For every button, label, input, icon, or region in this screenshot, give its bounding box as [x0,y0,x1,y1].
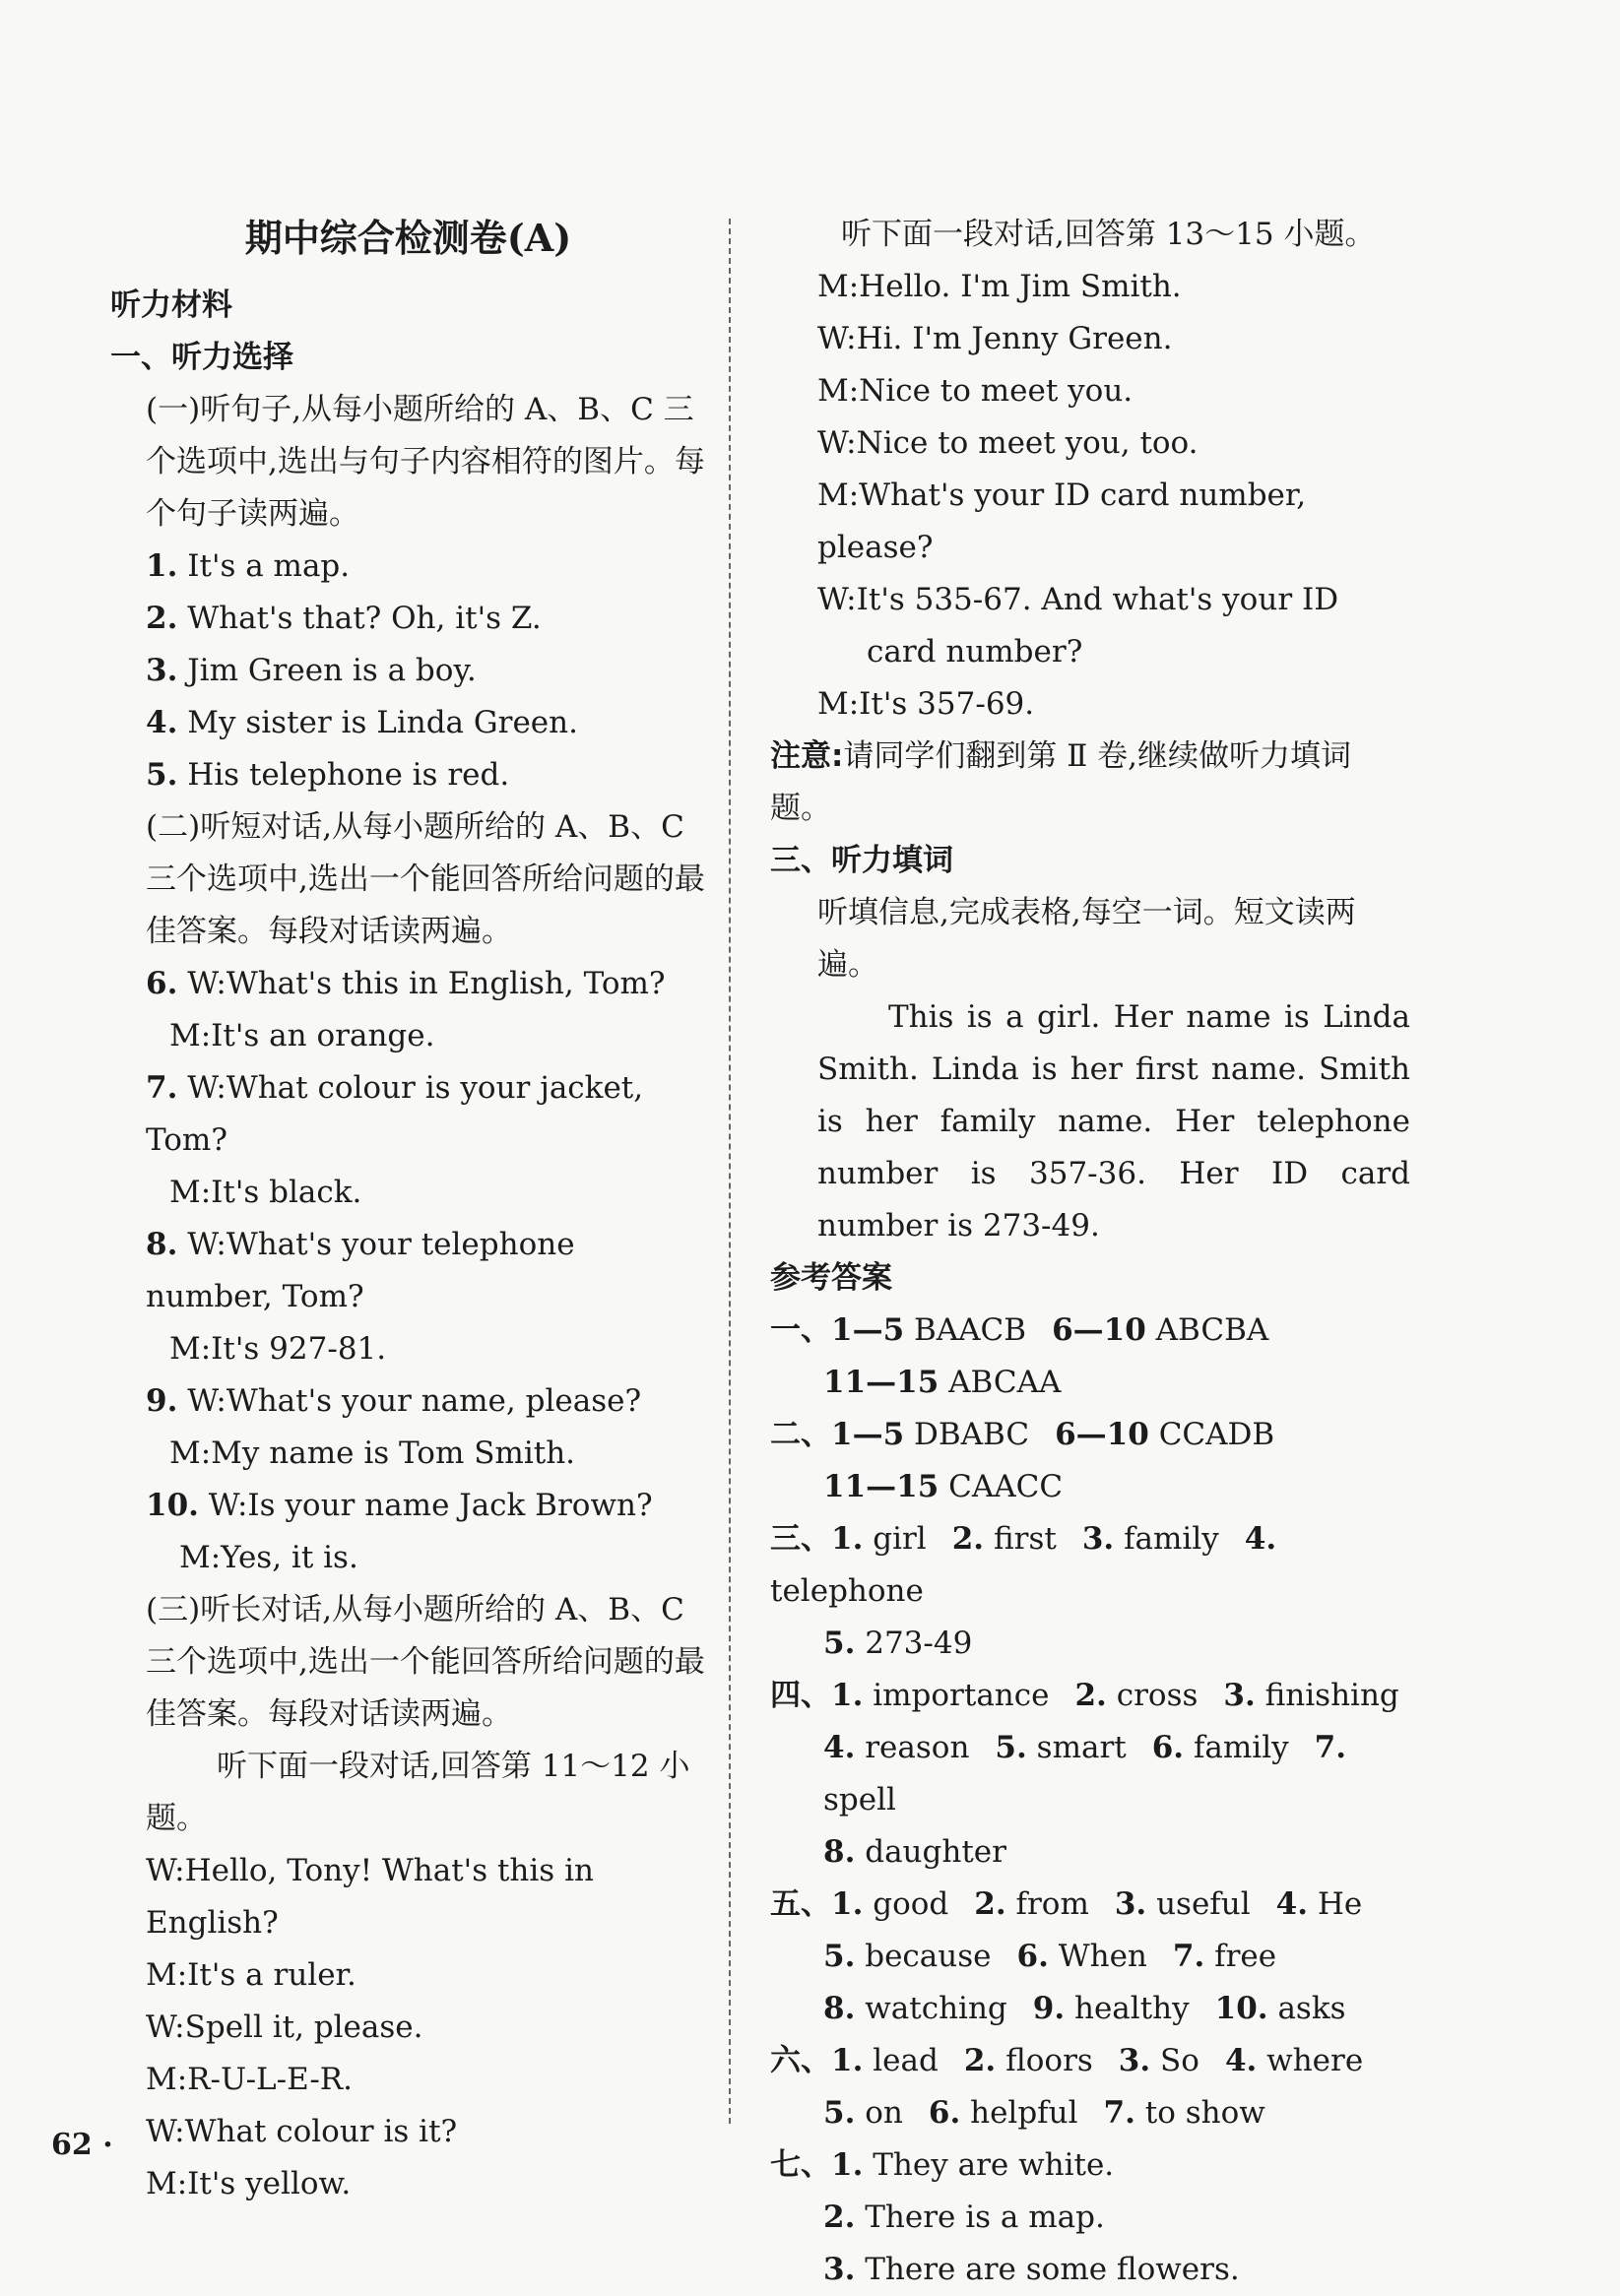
answer-value: spell [823,1782,896,1818]
answer-line [770,2035,1410,2087]
dialog2 [770,261,1410,731]
answer-number: 6. [1016,1939,1049,1974]
answer-value: telephone [770,1573,924,1609]
answer-value: CCADB [1158,1417,1275,1452]
answer-section-label: 一、 [770,1312,831,1348]
answer-number: 1—5 [831,1417,905,1452]
answer-section-label: 三、 [770,1521,831,1557]
answer-line [770,1670,1410,1722]
passage [770,991,1410,1252]
answer-number: 1. [831,2147,864,2183]
answer-line [770,1409,1410,1461]
dialog-line: W:Spell it, please. [146,2009,423,2045]
answer-value: BAACB [914,1312,1027,1348]
question-item [110,697,706,749]
section3-heading: 三、听力填词 [770,843,953,878]
answer-value: They are white. [873,2147,1115,2183]
dialog-line: W:What colour is it? [146,2114,458,2149]
dialog-line: W:It's 535-67. And what's your ID card number? [817,582,1339,670]
column-divider [729,219,731,2124]
answer-value: healthy [1074,1991,1190,2026]
left-column [110,209,706,2210]
question-item [110,1062,706,1167]
answer-value: There are some flowers. [865,2252,1240,2287]
answer-value: helpful [970,2095,1078,2131]
question-m-line: M:It's 927-81. [169,1331,387,1367]
answer-number: 9. [1032,1991,1066,2026]
answer-value: There is a map. [865,2200,1105,2235]
answer-value: DBABC [914,1417,1030,1452]
question-item [110,1480,706,1532]
answer-section-label: 六、 [770,2043,831,2078]
dialog-line: M:It's a ruler. [146,1957,356,1993]
answer-number: 3. [1114,1886,1147,1922]
answer-value: So [1160,2043,1199,2078]
dialog-line: M:R-U-L-E-R. [146,2062,353,2097]
question-m-line: M:Yes, it is. [179,1540,358,1575]
answer-number: 6—10 [1052,1312,1146,1348]
answer-number: 3. [1223,1678,1256,1713]
answer-value: because [865,1939,992,1974]
question-text: His telephone is red. [187,757,510,793]
answer-value: daughter [865,1834,1006,1870]
answer-number: 8. [823,1834,856,1870]
answer-number: 1—5 [831,1312,905,1348]
answer-number: 1. [831,1886,864,1922]
answer-value: cross [1116,1678,1199,1713]
answer-section-label: 四、 [770,1678,831,1713]
answer-value: free [1214,1939,1277,1974]
answer-line [770,1618,1410,1670]
answer-line [770,2192,1410,2244]
answer-number: 5. [823,2095,856,2131]
dialog1 [110,1845,706,2210]
answer-value: CAACC [948,1469,1064,1504]
part3-instructions: (三)听长对话,从每小题所给的 A、B、C 三个选项中,选出一个能回答所给问题的最佳答案。每段对话读两遍。 [146,1592,705,1732]
section1-heading: 一、听力选择 [110,340,293,375]
answer-line [770,2139,1410,2192]
dialog-line: W:Hello, Tony! What's this in English? [146,1853,594,1941]
answer-value: on [865,2095,903,2131]
answer-number: 1. [831,1678,864,1713]
answer-value: where [1266,2043,1364,2078]
question-m-line: M:It's black. [169,1175,362,1210]
question-m-line: M:It's an orange. [169,1018,435,1053]
answer-line [770,2244,1410,2296]
note-label: 注意: [770,738,844,774]
answer-value: useful [1156,1886,1251,1922]
question-number: 7. [146,1070,178,1106]
question-item [110,1375,706,1428]
answer-line [770,1879,1410,1931]
answer-number: 5. [823,1939,856,1974]
question-item [110,958,706,1010]
answer-value: family [1124,1521,1219,1557]
page-number: 62 · [51,2128,113,2162]
page-title: 期中综合检测卷(A) [244,216,572,260]
note [770,731,1410,835]
question-number: 9. [146,1383,178,1419]
listening-material-heading: 听力材料 [110,287,232,323]
passage-text: This is a girl. Her name is Linda Smith. Linda is her first name. Smith is her family name. Her telephone number is 357-36. Her ID card number is 273-49. [817,999,1410,1244]
answer-number: 2. [1074,1678,1107,1713]
right-column [770,209,1410,2296]
answer-number: 2. [823,2200,856,2235]
answer-number: 6—10 [1055,1417,1149,1452]
answer-value: floors [1005,2043,1093,2078]
answer-value: good [873,1886,949,1922]
answer-number: 6. [1151,1730,1185,1765]
answer-line [770,1931,1410,1983]
answer-line [770,1722,1410,1826]
dialog-line: M:It's yellow. [146,2166,352,2201]
question-item [110,749,706,801]
questions-1-5 [110,541,706,801]
answer-number: 1. [831,1521,864,1557]
dialog-line: M:Nice to meet you. [817,373,1134,409]
answer-value: watching [865,1991,1007,2026]
dialog-line: W:Hi. I'm Jenny Green. [817,321,1173,356]
answer-value: to show [1144,2095,1265,2131]
answer-number: 1. [831,2043,864,2078]
dialog2-intro: 听下面一段对话,回答第 13～15 小题。 [841,217,1376,252]
answer-line [770,1826,1410,1879]
answer-number: 7. [1103,2095,1135,2131]
answer-number: 11—15 [823,1365,940,1400]
part2-instructions: (二)听短对话,从每小题所给的 A、B、C 三个选项中,选出一个能回答所给问题的最佳答案。每段对话读两遍。 [146,809,705,949]
answers-heading: 参考答案 [770,1260,892,1296]
dialog-line: M:Hello. I'm Jim Smith. [817,269,1182,304]
question-number: 8. [146,1227,178,1262]
answer-number: 3. [1081,1521,1115,1557]
question-w-line: W:What's your telephone number, Tom? [146,1227,575,1314]
question-w-line: W:What's this in English, Tom? [187,966,666,1001]
question-number: 10. [146,1488,199,1523]
question-number: 4. [146,705,178,740]
answer-number: 3. [823,2252,856,2287]
answer-line [770,1983,1410,2035]
answer-line [770,1357,1410,1409]
answer-value: importance [873,1678,1050,1713]
answer-value: first [993,1521,1057,1557]
answer-value: finishing [1264,1678,1399,1713]
answer-line [770,1461,1410,1513]
answer-value: He [1317,1886,1363,1922]
answer-number: 2. [951,1521,985,1557]
answer-value: asks [1277,1991,1346,2026]
answer-value: family [1193,1730,1289,1765]
section3-instructions: 听填信息,完成表格,每空一词。短文读两遍。 [817,895,1356,983]
question-item [110,593,706,645]
dialog-line: W:Nice to meet you, too. [817,425,1199,461]
answer-number: 2. [974,1886,1006,1922]
answer-number: 11—15 [823,1469,940,1504]
question-number: 3. [146,653,178,688]
answer-number: 5. [823,1626,856,1661]
answer-value: When [1058,1939,1147,1974]
answer-value: lead [873,2043,939,2078]
question-text: My sister is Linda Green. [187,705,578,740]
answer-number: 4. [1244,1521,1277,1557]
answer-line [770,1305,1410,1357]
dialog1-intro: 听下面一段对话,回答第 11～12 小题。 [146,1749,690,1836]
answer-value: ABCAA [948,1365,1062,1400]
part1-instructions: (一)听句子,从每小题所给的 A、B、C 三个选项中,选出与句子内容相符的图片。每个句子读两遍。 [146,392,705,532]
answer-value: 273-49 [865,1626,973,1661]
answer-value: smart [1036,1730,1127,1765]
answer-section-label: 五、 [770,1886,831,1922]
answer-number: 4. [1224,2043,1258,2078]
answer-value: girl [873,1521,927,1557]
question-text: Jim Green is a boy. [187,653,477,688]
answer-line [770,1513,1410,1618]
answer-number: 7. [1172,1939,1205,1974]
answer-number: 7. [1314,1730,1347,1765]
answer-number: 10. [1214,1991,1268,2026]
dialog-line: M:It's 357-69. [817,686,1035,722]
question-item [110,1219,706,1323]
answer-number: 6. [928,2095,961,2131]
question-number: 1. [146,548,178,584]
answer-number: 3. [1118,2043,1151,2078]
answer-number: 8. [823,1991,856,2026]
note-text: 请同学们翻到第 Ⅱ 卷,继续做听力填词题。 [770,738,1352,826]
answer-section-label: 二、 [770,1417,831,1452]
questions-6-10 [110,958,706,1584]
answer-number: 2. [963,2043,997,2078]
answer-number: 4. [1275,1886,1309,1922]
question-w-line: W:What's your name, please? [187,1383,642,1419]
question-number: 6. [146,966,178,1001]
answers [770,1305,1410,2296]
question-number: 5. [146,757,178,793]
question-item [110,541,706,593]
question-w-line: W:Is your name Jack Brown? [208,1488,653,1523]
question-number: 2. [146,601,178,636]
answer-value: from [1015,1886,1089,1922]
answer-line [770,2087,1410,2139]
question-w-line: W:What colour is your jacket, Tom? [146,1070,644,1158]
question-m-line: M:My name is Tom Smith. [169,1435,576,1471]
dialog-line: M:What's your ID card number, please? [817,478,1307,565]
question-text: It's a map. [187,548,351,584]
question-item [110,645,706,697]
answer-section-label: 七、 [770,2147,831,2183]
answer-value: ABCBA [1155,1312,1269,1348]
answer-number: 4. [823,1730,856,1765]
answer-value: reason [865,1730,970,1765]
answer-number: 5. [995,1730,1027,1765]
question-text: What's that? Oh, it's Z. [187,601,542,636]
